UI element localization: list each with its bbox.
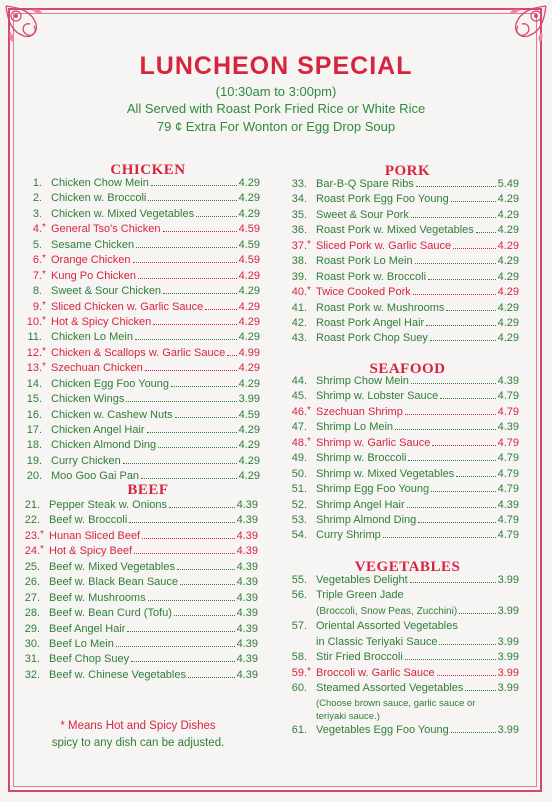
item-number: 35. xyxy=(291,208,307,221)
item-name: Chicken w. Cashew Nuts xyxy=(51,408,173,421)
item-price: 4.59 xyxy=(238,254,260,267)
list-item xyxy=(20,592,258,607)
item-name: Vegetables Delight xyxy=(316,574,408,586)
item-name: Hot & Spicy Beef xyxy=(49,545,133,558)
list-item xyxy=(287,682,519,723)
list-item xyxy=(20,669,258,684)
list-item xyxy=(287,421,519,436)
list-item xyxy=(22,347,260,362)
item-number: 44. xyxy=(291,375,307,387)
item-number: 22. xyxy=(24,514,40,527)
spicy-marker: * xyxy=(40,528,44,540)
list-item xyxy=(287,483,519,498)
item-number: 5. xyxy=(32,238,42,251)
item-price: 3.99 xyxy=(497,635,519,648)
list-item xyxy=(22,239,260,254)
item-price: 3.99 xyxy=(497,651,519,664)
item-price: 4.59 xyxy=(238,408,260,421)
list-item xyxy=(287,667,519,682)
item-name: Steamed Assorted Vegetables xyxy=(316,682,464,695)
list-item xyxy=(22,331,260,346)
item-name: Pepper Steak w. Onions xyxy=(49,499,168,511)
item-number: 39. xyxy=(291,270,307,283)
item-price: 5.49 xyxy=(497,178,519,190)
list-item xyxy=(22,192,260,207)
item-price: 4.29 xyxy=(238,424,260,436)
item-name: Curry Shrimp xyxy=(316,529,381,542)
item-name: Kung Po Chicken xyxy=(51,269,136,282)
item-name: Beef Chop Suey xyxy=(49,653,130,666)
item-number: 6. xyxy=(32,254,42,267)
item-name: Shrimp w. Lobster Sauce xyxy=(316,390,439,403)
item-number: 54. xyxy=(291,529,307,542)
section-title-vegetables: VEGETABLES xyxy=(354,559,461,575)
item-price: 4.39 xyxy=(236,591,258,604)
item-price: 4.29 xyxy=(497,316,519,329)
item-name: Orange Chicken xyxy=(51,254,131,267)
item-name: Chicken w. Broccoli xyxy=(51,192,147,205)
item-name: Oriental Assorted Vegetables xyxy=(316,620,458,633)
item-price: 4.29 xyxy=(497,224,519,237)
list-item xyxy=(287,574,519,589)
item-description: (Choose brown sauce, garlic sauce or xyxy=(316,697,476,709)
item-name: Beef w. Broccoli xyxy=(49,514,128,527)
item-price: 4.29 xyxy=(497,332,519,345)
item-price: 4.39 xyxy=(236,576,258,589)
list-item xyxy=(22,439,260,454)
item-name: Shrimp Almond Ding xyxy=(316,513,417,526)
spicy-marker: * xyxy=(42,361,46,373)
item-number: 21. xyxy=(24,499,40,511)
item-number: 55. xyxy=(291,574,307,586)
list-item xyxy=(287,620,519,651)
item-number: 40. xyxy=(291,286,307,299)
item-price: 4.29 xyxy=(238,331,260,344)
item-price: 3.99 xyxy=(497,723,519,736)
item-price: 4.59 xyxy=(238,223,260,236)
item-price: 4.29 xyxy=(238,285,260,298)
item-price: 4.29 xyxy=(238,192,260,205)
item-price: 4.79 xyxy=(497,529,519,542)
item-price: 4.39 xyxy=(236,637,258,650)
item-name: Sweet & Sour Pork xyxy=(316,208,409,221)
item-price: 4.39 xyxy=(236,499,258,511)
item-number: 48. xyxy=(291,436,307,449)
list-item xyxy=(22,270,260,285)
item-price: 4.29 xyxy=(497,301,519,314)
item-price: 3.99 xyxy=(497,682,519,695)
item-price: 4.59 xyxy=(238,238,260,251)
item-price: 3.99 xyxy=(497,574,519,586)
item-name: Bar-B-Q Spare Ribs xyxy=(316,178,414,190)
list-item xyxy=(22,301,260,316)
item-name: Chicken & Scallops w. Garlic Sauce xyxy=(51,346,226,359)
item-number: 29. xyxy=(24,622,40,635)
item-name: Shrimp Chow Mein xyxy=(316,375,409,387)
service-hours: (10:30am to 3:00pm) xyxy=(215,84,337,99)
item-price: 4.39 xyxy=(497,375,519,387)
item-name: Szechuan Shrimp xyxy=(316,405,403,418)
item-number: 18. xyxy=(26,439,42,452)
item-name: Chicken Egg Foo Young xyxy=(51,377,170,390)
section-title-chicken: CHICKEN xyxy=(110,162,186,178)
spicy-marker: * xyxy=(42,299,46,311)
item-name: Moo Goo Gai Pan xyxy=(51,470,140,483)
list-item xyxy=(22,254,260,269)
item-number: 49. xyxy=(291,452,307,465)
item-price: 4.39 xyxy=(497,421,519,434)
item-name: Sliced Pork w. Garlic Sauce xyxy=(316,239,452,252)
item-number: 58. xyxy=(291,651,307,664)
spicy-marker: * xyxy=(42,222,46,234)
item-name: Chicken w. Mixed Vegetables xyxy=(51,207,195,220)
item-name: Roast Pork Egg Foo Young xyxy=(316,193,449,206)
list-item xyxy=(20,514,258,529)
list-item xyxy=(287,193,519,208)
section-title-beef: BEEF xyxy=(127,482,169,498)
item-number: 43. xyxy=(291,332,307,345)
item-price: 4.79 xyxy=(497,390,519,403)
item-price: 4.29 xyxy=(238,269,260,282)
item-name: Broccoli w. Garlic Sauce xyxy=(316,666,435,679)
list-item xyxy=(22,393,260,408)
item-number: 33. xyxy=(291,178,307,190)
item-name: Shrimp Lo Mein xyxy=(316,421,394,434)
item-price: 4.39 xyxy=(236,653,258,666)
item-price: 3.99 xyxy=(497,666,519,679)
list-item xyxy=(287,651,519,666)
item-number: 56. xyxy=(291,589,307,602)
list-item xyxy=(287,302,519,317)
item-number: 25. xyxy=(24,560,40,573)
spicy-marker: * xyxy=(307,435,311,447)
item-name: Shrimp Angel Hair xyxy=(316,498,405,511)
list-item xyxy=(287,286,519,301)
item-price: 4.29 xyxy=(238,207,260,220)
item-number: 53. xyxy=(291,513,307,526)
item-number: 41. xyxy=(291,301,307,314)
spicy-adjust-note: spicy to any dish can be adjusted. xyxy=(51,737,225,749)
item-number: 14. xyxy=(26,377,42,390)
item-name: Shrimp w. Mixed Vegetables xyxy=(316,467,455,480)
item-number: 15. xyxy=(26,393,42,406)
list-item xyxy=(287,406,519,421)
item-price: 4.79 xyxy=(497,405,519,418)
list-item xyxy=(287,317,519,332)
item-price: 4.39 xyxy=(236,607,258,620)
item-name: Sliced Chicken w. Garlic Sauce xyxy=(51,300,204,313)
item-price: 4.29 xyxy=(497,208,519,221)
item-number: 26. xyxy=(24,576,40,589)
item-price: 4.29 xyxy=(238,300,260,313)
item-name: Hunan Sliced Beef xyxy=(49,529,141,542)
list-item xyxy=(287,529,519,544)
spicy-marker: * xyxy=(42,314,46,326)
spicy-marker: * xyxy=(42,253,46,265)
list-item xyxy=(20,545,258,560)
item-name: Roast Pork w. Broccoli xyxy=(316,270,427,283)
item-price: 4.29 xyxy=(238,315,260,328)
item-name: Shrimp Egg Foo Young xyxy=(316,483,430,496)
item-name: Beef w. Bean Curd (Tofu) xyxy=(49,607,172,620)
list-item xyxy=(20,638,258,653)
list-item xyxy=(287,332,519,347)
item-number: 31. xyxy=(24,653,40,666)
list-item xyxy=(22,424,260,439)
item-number: 12. xyxy=(26,346,42,359)
item-price: 4.79 xyxy=(497,452,519,465)
item-number: 60. xyxy=(291,682,307,695)
item-price: 4.39 xyxy=(236,622,258,635)
item-number: 23. xyxy=(24,529,40,542)
seafood-list xyxy=(287,375,519,545)
rice-note: All Served with Roast Pork Fried Rice or White Rice xyxy=(126,101,426,116)
list-item xyxy=(287,209,519,224)
list-item xyxy=(287,255,519,270)
vegetables-list xyxy=(287,574,519,739)
item-number: 36. xyxy=(291,224,307,237)
page-title: LUNCHEON SPECIAL xyxy=(139,52,413,80)
item-price: 4.79 xyxy=(497,513,519,526)
list-item xyxy=(287,468,519,483)
item-price: 4.29 xyxy=(238,362,260,375)
pork-list xyxy=(287,178,519,348)
item-name: General Tso's Chicken xyxy=(51,223,161,236)
list-item xyxy=(287,499,519,514)
item-number: 38. xyxy=(291,255,307,268)
item-name: Chicken Lo Mein xyxy=(51,331,133,344)
spicy-marker: * xyxy=(42,345,46,357)
item-number: 10. xyxy=(26,315,42,328)
item-number: 34. xyxy=(291,193,307,206)
list-item xyxy=(22,223,260,238)
item-number: 46. xyxy=(291,405,307,418)
list-item xyxy=(22,177,260,192)
item-name: Chicken Chow Mein xyxy=(51,177,149,189)
item-number: 37. xyxy=(291,239,307,252)
list-item xyxy=(20,561,258,576)
item-name: Sweet & Sour Chicken xyxy=(51,285,162,298)
item-number: 13. xyxy=(26,362,42,375)
list-item xyxy=(22,378,260,393)
soup-note: 79 ¢ Extra For Wonton or Egg Drop Soup xyxy=(156,119,396,134)
item-name: Beef w. Mixed Vegetables xyxy=(49,560,175,573)
item-name: Beef w. Chinese Vegetables xyxy=(49,668,186,681)
item-price: 4.39 xyxy=(236,668,258,681)
item-price: 4.39 xyxy=(236,514,258,527)
item-number: 3. xyxy=(32,207,42,220)
item-name: Beef w. Mushrooms xyxy=(49,591,146,604)
item-number: 61. xyxy=(291,723,307,736)
item-price: 4.29 xyxy=(238,439,260,452)
item-number: 7. xyxy=(32,269,42,282)
item-price: 4.29 xyxy=(497,286,519,299)
item-price: 4.29 xyxy=(497,255,519,268)
list-item xyxy=(287,375,519,390)
item-price: 4.39 xyxy=(236,560,258,573)
item-description: (Broccoli, Snow Peas, Zucchini) xyxy=(316,605,458,617)
list-item xyxy=(287,240,519,255)
list-item xyxy=(287,178,519,193)
list-item xyxy=(20,530,258,545)
item-name: Roast Pork Chop Suey xyxy=(316,332,428,345)
list-item xyxy=(20,607,258,622)
item-number: 30. xyxy=(24,637,40,650)
item-name: Roast Pork Lo Mein xyxy=(316,255,413,268)
list-item xyxy=(20,623,258,638)
item-description: in Classic Teriyaki Sauce xyxy=(316,635,438,648)
item-price: 4.29 xyxy=(238,470,260,483)
item-name: Beef w. Black Bean Sauce xyxy=(49,576,179,589)
item-number: 8. xyxy=(32,285,42,298)
item-name: Vegetables Egg Foo Young xyxy=(316,723,449,736)
item-number: 32. xyxy=(24,668,40,681)
item-number: 59. xyxy=(291,666,307,679)
item-number: 57. xyxy=(291,620,307,633)
item-number: 27. xyxy=(24,591,40,604)
item-description: teriyaki sauce.) xyxy=(316,710,380,722)
item-name: Twice Cooked Pork xyxy=(316,286,411,299)
item-name: Roast Pork w. Mushrooms xyxy=(316,301,445,314)
list-item xyxy=(22,455,260,470)
list-item xyxy=(22,362,260,377)
list-item xyxy=(287,724,519,739)
item-price: 4.39 xyxy=(497,498,519,511)
list-item xyxy=(22,208,260,223)
item-name: Beef Angel Hair xyxy=(49,622,126,635)
item-price: 4.29 xyxy=(497,239,519,252)
item-price: 4.79 xyxy=(497,467,519,480)
item-number: 42. xyxy=(291,316,307,329)
list-item xyxy=(287,589,519,620)
list-item xyxy=(287,271,519,286)
list-item xyxy=(287,390,519,405)
item-price: 4.29 xyxy=(238,454,260,467)
item-number: 9. xyxy=(32,300,42,313)
list-item xyxy=(20,499,258,514)
item-number: 19. xyxy=(26,454,42,467)
list-item xyxy=(22,285,260,300)
list-item xyxy=(287,452,519,467)
item-number: 50. xyxy=(291,467,307,480)
item-number: 2. xyxy=(32,192,42,205)
item-name: Shrimp w. Garlic Sauce xyxy=(316,436,431,449)
list-item xyxy=(20,576,258,591)
item-price: 4.29 xyxy=(497,270,519,283)
item-number: 52. xyxy=(291,498,307,511)
item-name: Chicken Wings xyxy=(51,393,125,406)
spicy-marker: * xyxy=(307,285,311,297)
item-name: Beef Lo Mein xyxy=(49,637,114,650)
item-name: Shrimp w. Broccoli xyxy=(316,452,407,465)
item-name: Szechuan Chicken xyxy=(51,362,143,375)
spicy-marker: * xyxy=(307,404,311,416)
item-price: 3.99 xyxy=(238,393,260,406)
chicken-list xyxy=(22,177,260,486)
spicy-marker: * xyxy=(42,268,46,280)
spicy-marker: * xyxy=(307,238,311,250)
list-item xyxy=(287,514,519,529)
item-price: 4.29 xyxy=(497,193,519,206)
spicy-legend: * Means Hot and Spicy Dishes xyxy=(60,720,216,732)
item-name: Stir Fried Broccoli xyxy=(316,651,403,664)
item-number: 47. xyxy=(291,421,307,434)
item-name: Chicken Almond Ding xyxy=(51,439,157,452)
item-name: Triple Green Jade xyxy=(316,589,404,602)
list-item xyxy=(287,224,519,239)
item-name: Roast Pork Angel Hair xyxy=(316,316,425,329)
item-number: 11. xyxy=(27,331,42,344)
item-price: 4.99 xyxy=(238,346,260,359)
item-name: Hot & Spicy Chicken xyxy=(51,315,152,328)
beef-list xyxy=(20,499,258,684)
item-number: 45. xyxy=(291,390,307,403)
item-name: Chicken Angel Hair xyxy=(51,424,145,436)
section-title-seafood: SEAFOOD xyxy=(369,361,446,377)
item-number: 17. xyxy=(26,424,42,436)
list-item xyxy=(22,316,260,331)
list-item xyxy=(22,409,260,424)
item-number: 24. xyxy=(24,545,40,558)
spicy-marker: * xyxy=(40,544,44,556)
item-price: 3.99 xyxy=(497,604,519,617)
item-name: Roast Pork w. Mixed Vegetables xyxy=(316,224,474,237)
item-price: 4.79 xyxy=(497,483,519,496)
list-item xyxy=(287,437,519,452)
item-number: 1. xyxy=(32,177,42,189)
item-name: Sesame Chicken xyxy=(51,238,135,251)
section-title-pork: PORK xyxy=(384,163,431,179)
item-number: 28. xyxy=(24,607,40,620)
item-name: Curry Chicken xyxy=(51,454,121,467)
item-number: 16. xyxy=(26,408,42,421)
list-item xyxy=(20,653,258,668)
item-price: 4.39 xyxy=(236,529,258,542)
item-price: 4.29 xyxy=(238,377,260,390)
item-price: 4.29 xyxy=(238,177,260,189)
item-number: 4. xyxy=(32,223,42,236)
spicy-marker: * xyxy=(307,665,311,677)
item-price: 4.79 xyxy=(497,436,519,449)
item-number: 51. xyxy=(291,483,307,496)
item-number: 20. xyxy=(26,470,42,483)
item-price: 4.39 xyxy=(236,545,258,558)
